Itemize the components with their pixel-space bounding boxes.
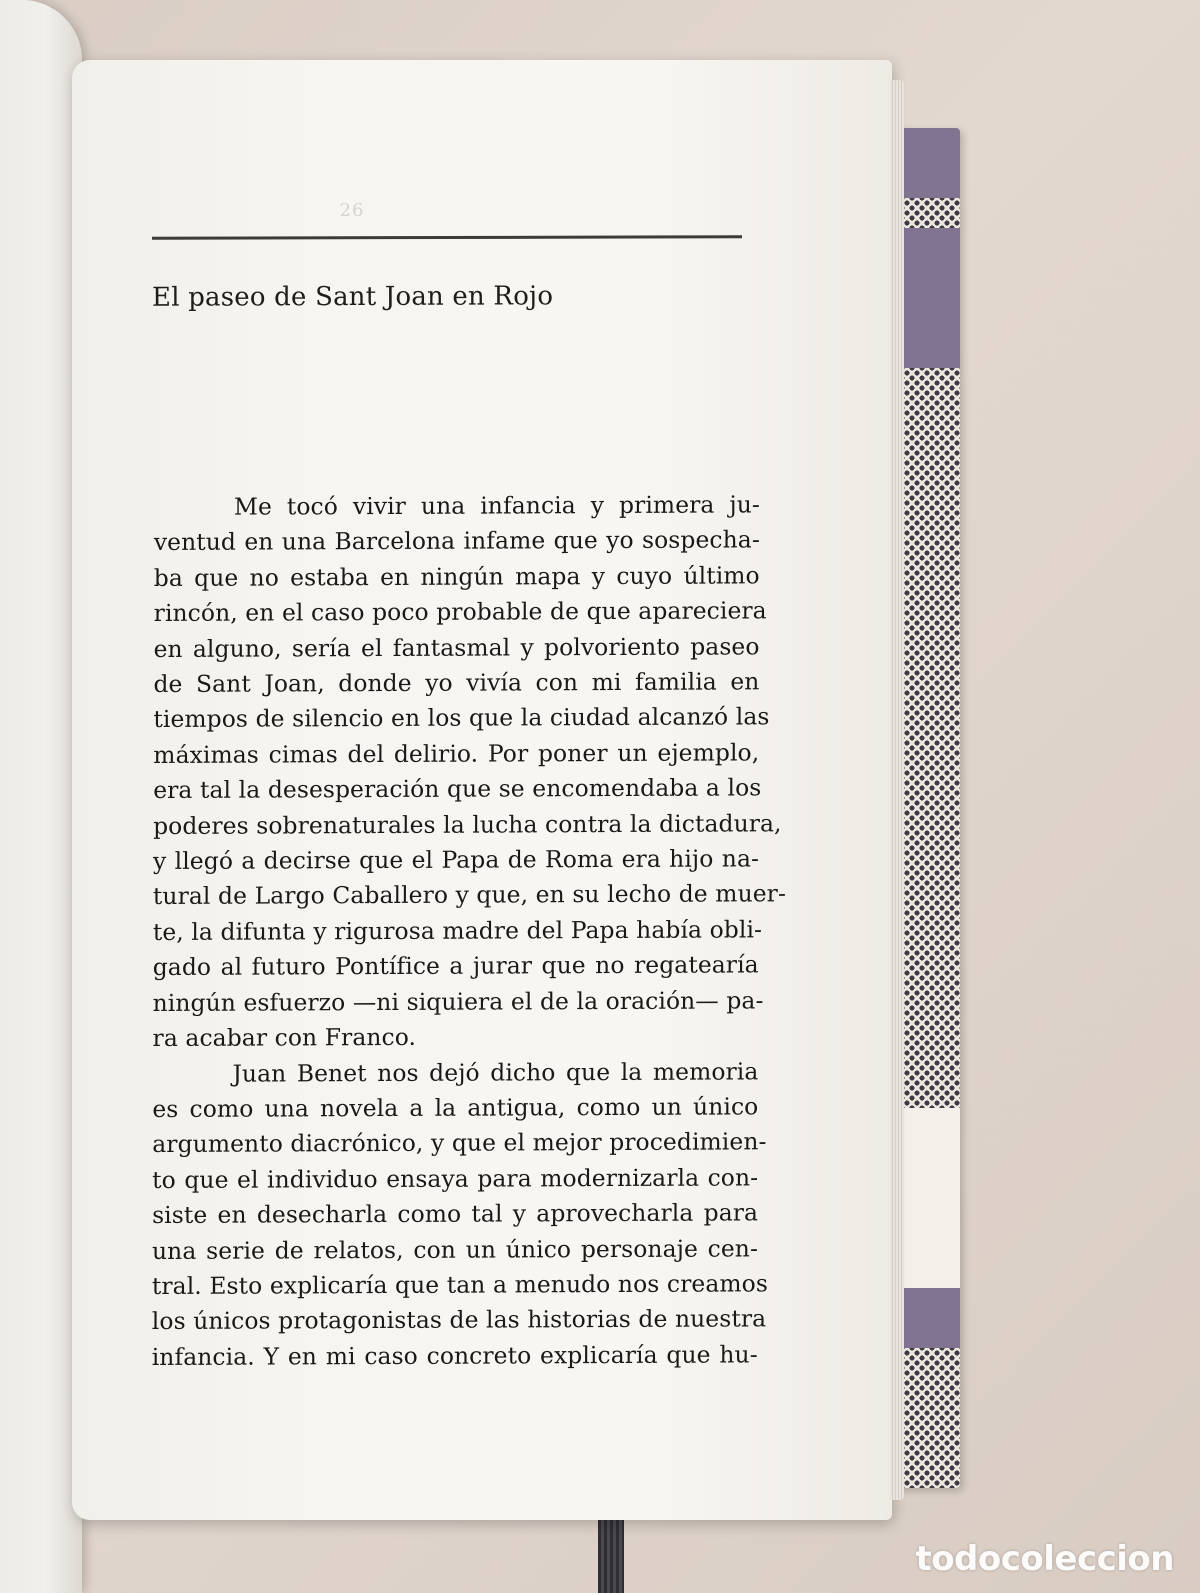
cover-band-upper xyxy=(902,228,960,368)
chapter-title: El paseo de Sant Joan en Rojo xyxy=(151,281,554,313)
text-line: to que el individuo ensaya para modernizarla con- xyxy=(152,1163,759,1194)
text-line: máximas cimas del delirio. Por poner un ejemplo, xyxy=(153,738,760,769)
text-line: poderes sobrenaturales la lucha contra la dictadura, xyxy=(153,808,782,840)
text-line: en alguno, sería el fantasmal y polvoriento paseo xyxy=(153,631,760,663)
text-line: ra acabar con Franco. xyxy=(152,1022,417,1053)
body-text xyxy=(151,487,787,1375)
text-line: Juan Benet nos dejó dicho que la memoria xyxy=(232,1056,759,1088)
text-line: tiempos de silencio en los que la ciudad alcanzó las xyxy=(153,702,770,734)
text-line: tural de Largo Caballero y que, en su lecho de muer- xyxy=(152,879,787,911)
text-line: ningún esfuerzo —ni siquiera el de la oración— pa- xyxy=(152,986,764,1017)
text-line: es como una novela a la antigua, como un único xyxy=(152,1092,759,1123)
cover-band-top xyxy=(902,128,960,198)
text-line: ba que no estaba en ningún mapa y cuyo último xyxy=(153,561,760,592)
previous-page-edge xyxy=(0,0,82,1593)
text-line: te, la difunta y rigurosa madre del Papa había obli- xyxy=(152,915,763,946)
page-block-edge xyxy=(890,80,904,1500)
cover-band-lower xyxy=(902,1288,960,1348)
text-line: argumento diacrónico, y que el mejor procedimien- xyxy=(152,1127,767,1159)
text-line: ventud en una Barcelona infame que yo sospecha- xyxy=(153,525,760,557)
text-line: de Sant Joan, donde yo vivía con mi familia en xyxy=(153,667,760,699)
header-rule xyxy=(152,235,742,240)
text-line: tral. Esto explicaría que tan a menudo nos creamos xyxy=(151,1269,768,1300)
text-line: los únicos protagonistas de las historias de nuestra xyxy=(151,1304,767,1336)
text-line: gado al futuro Pontífice a jurar que no regatearía xyxy=(152,950,759,982)
text-line: una serie de relatos, con un único personaje cen- xyxy=(151,1233,759,1265)
text-line: era tal la desesperación que se encomendaba a los xyxy=(153,773,762,805)
text-line: infancia. Y en mi caso concreto explicaría que hu- xyxy=(151,1340,758,1371)
book-page xyxy=(72,60,892,1520)
text-line: rincón, en el caso poco probable de que apareciera xyxy=(153,596,767,628)
text-line: siste en desecharla como tal y aprovecharla para xyxy=(152,1198,759,1230)
text-line: Me tocó vivir una infancia y primera ju- xyxy=(233,490,760,521)
text-line: y llegó a decirse que el Papa de Roma era hijo na- xyxy=(152,844,760,876)
watermark-logo: todocoleccion xyxy=(915,1539,1174,1579)
cover-stripe-light xyxy=(902,1108,960,1288)
page-number: 26 xyxy=(339,200,365,221)
